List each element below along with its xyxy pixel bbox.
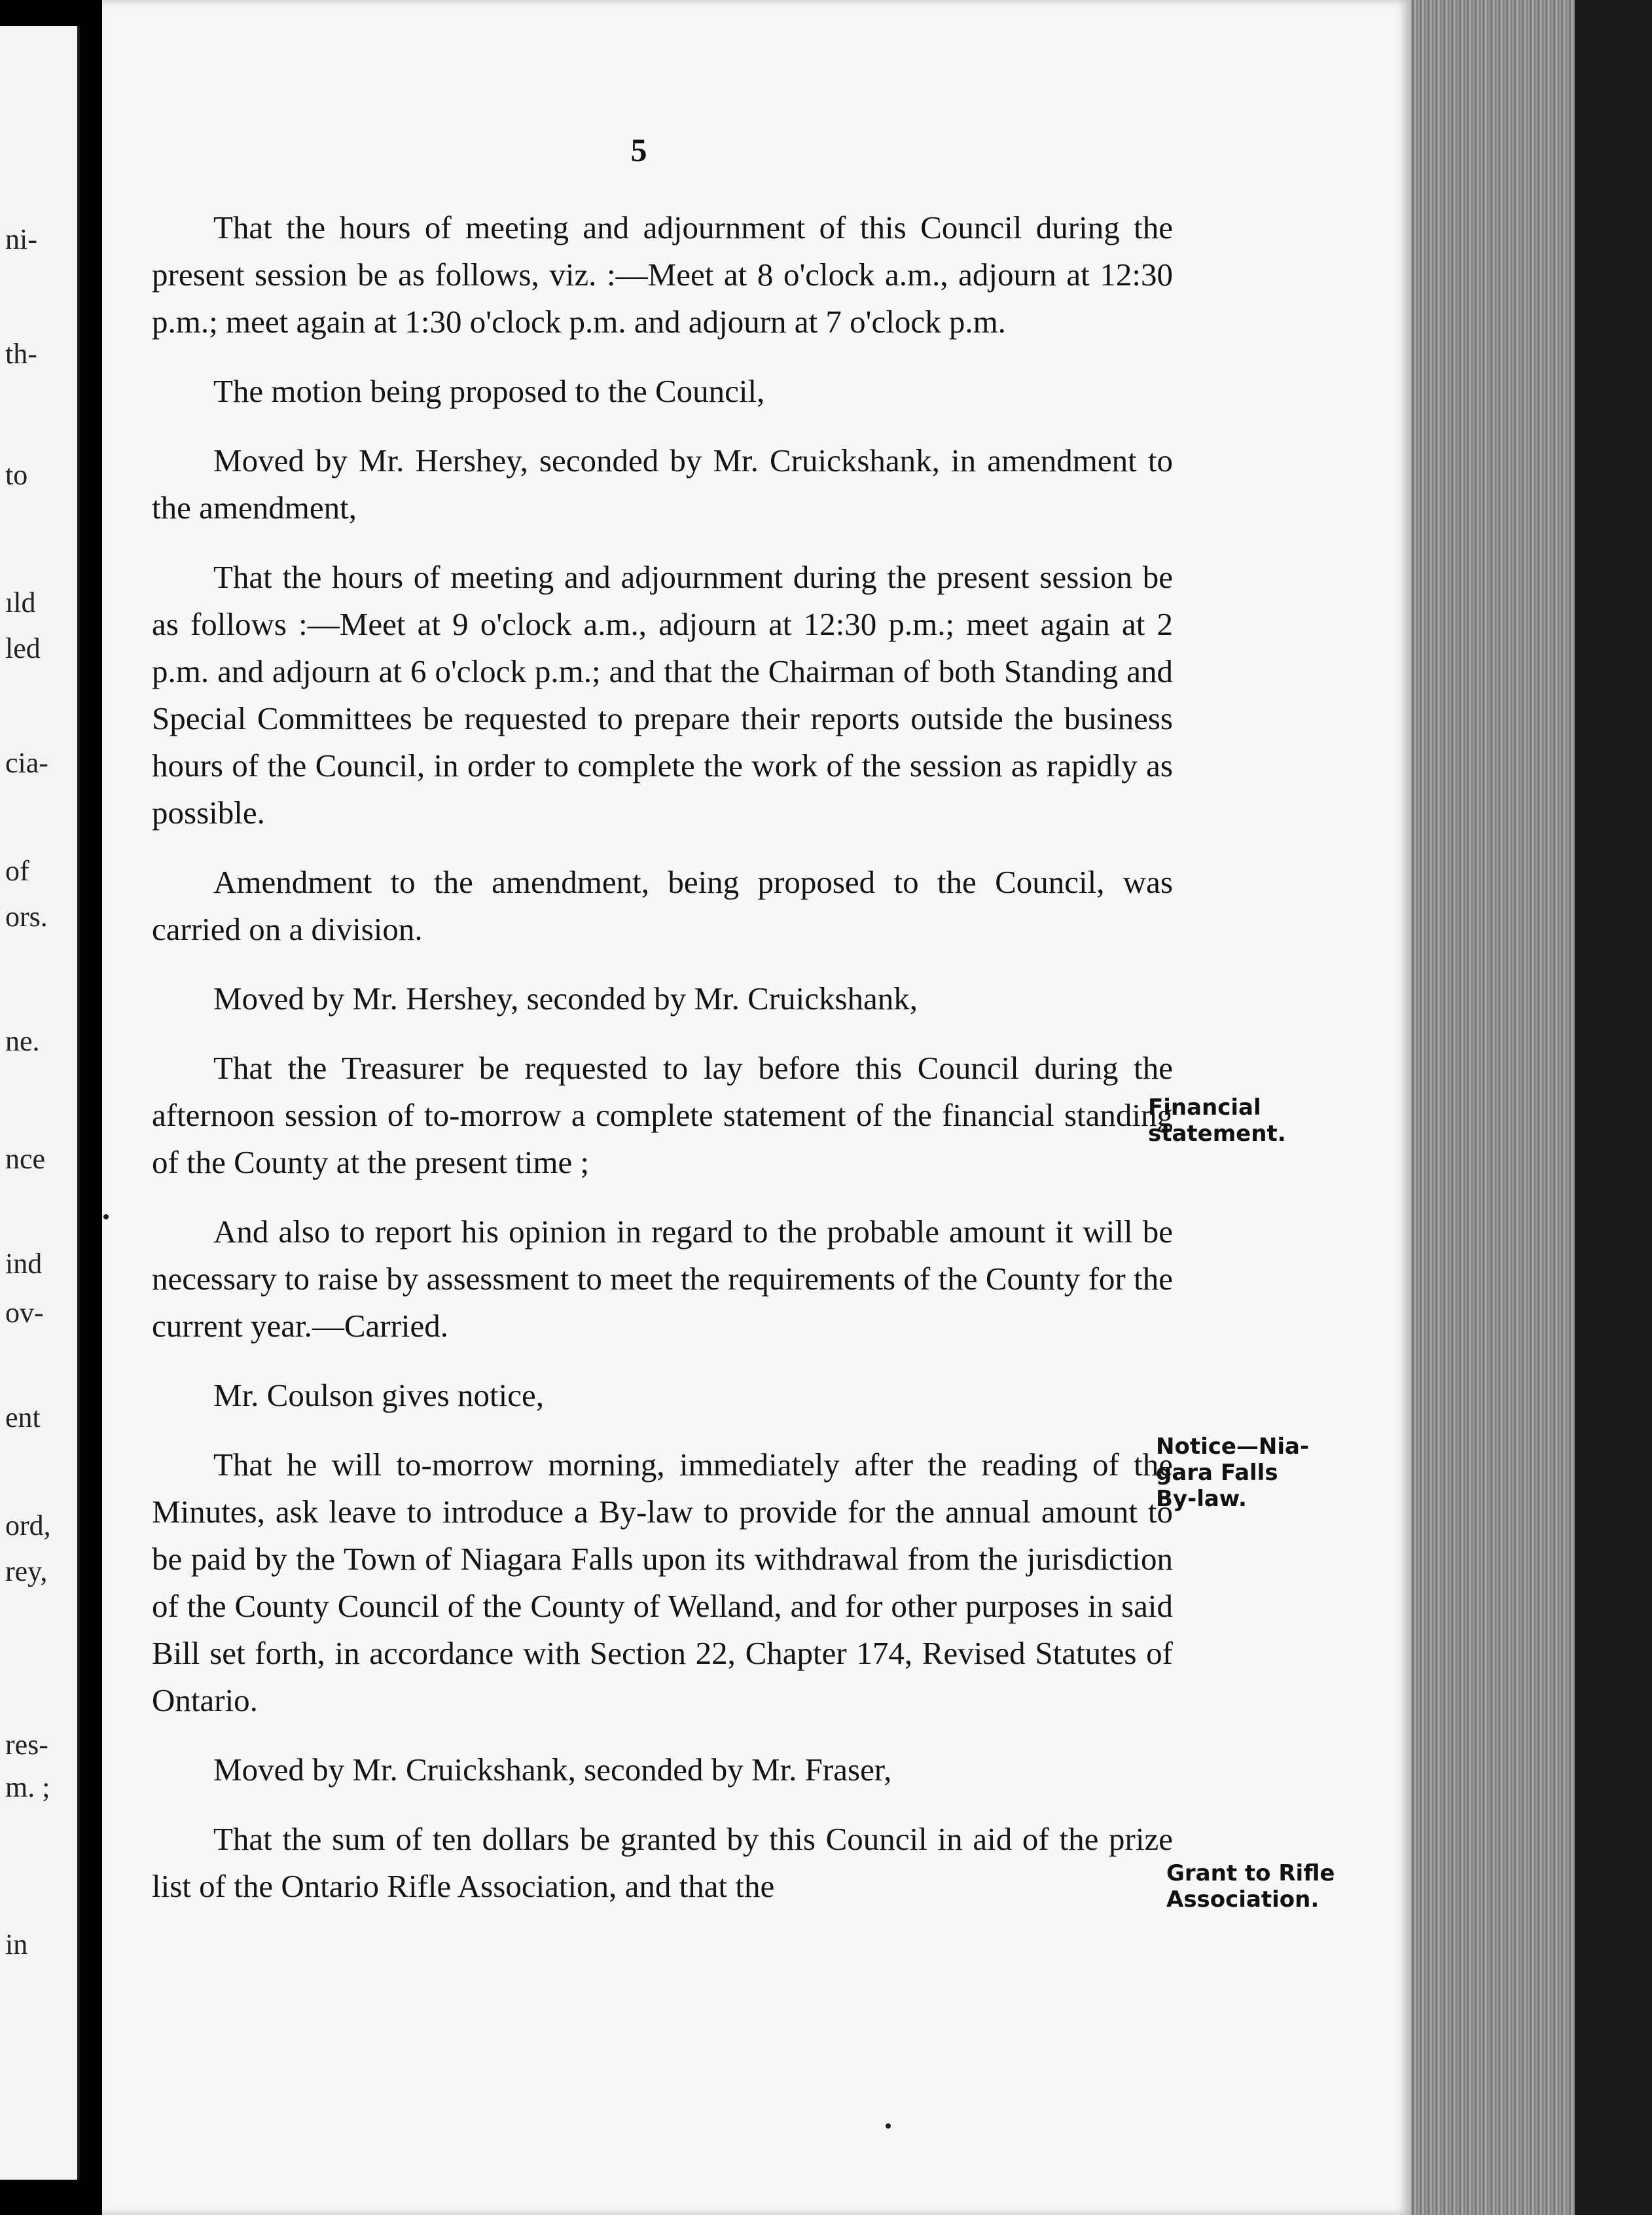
body-text	[152, 204, 1173, 1932]
facing-page-fragment: ni-	[5, 223, 37, 255]
paragraph: Moved by Mr. Hershey, seconded by Mr. Cruickshank,	[213, 981, 918, 1017]
marginal-note-line: Association.	[1166, 1886, 1320, 1913]
paragraph: And also to report his opinion in regard to the probable amount it will be necessary to raise by assessment to meet the requirements of the County for the current year.—Carried.	[152, 1214, 1173, 1344]
book-gutter	[80, 0, 102, 2215]
marginal-note-rifle-grant	[1166, 1860, 1363, 1913]
book-cover-shadow	[1575, 0, 1652, 2215]
facing-page-fragment: to	[5, 459, 28, 491]
facing-page-fragment: ord,	[5, 1509, 51, 1541]
marginal-note-niagara-falls-bylaw	[1156, 1433, 1352, 1512]
facing-page-fragment: th-	[5, 338, 37, 370]
paragraph: That he will to-morrow morning, immediately after the reading of the Minutes, ask leave to introduce a By-law to provide for the annual amount to be paid by the Town of Niagara Falls upon its withdrawal from the jurisdiction of the County Council of the County of Welland, and for other purposes in said Bill set forth, in accordance with Section 22, Chapter 174, Revised Statutes of Ontario.	[152, 1447, 1173, 1718]
facing-page-fragment: res-	[5, 1729, 48, 1761]
facing-page-fragment: of	[5, 855, 29, 887]
print-speck	[886, 2123, 891, 2129]
marginal-note-line: By-law.	[1156, 1486, 1247, 1512]
print-speck	[103, 1214, 109, 1219]
marginal-note-line: statement.	[1148, 1121, 1286, 1147]
facing-page-fragment: in	[5, 1928, 28, 1960]
facing-page-fragment: led	[5, 632, 41, 664]
paragraph: That the hours of meeting and adjournment during the present session be as follows :—Meet at 9 o'clock a.m., adjourn at 12:30 p.m.; meet again at 2 p.m. and adjourn at 6 o'clock p.m.; and that the Chairman of both Standing and Special Committees be requested to prepare their reports outside the business hours of the Council, in order to complete the work of the session as rapidly as possible.	[152, 559, 1173, 831]
page-number: 5	[630, 132, 647, 168]
facing-page-fragment: ind	[5, 1248, 43, 1280]
marginal-note-financial-statement	[1148, 1094, 1344, 1147]
marginal-note-line: Notice—Nia-	[1156, 1433, 1310, 1460]
marginal-note-line: Financial	[1148, 1094, 1261, 1121]
paragraph: Mr. Coulson gives notice,	[213, 1377, 544, 1413]
facing-page-fragment: cia-	[5, 747, 48, 779]
facing-page	[0, 26, 80, 2180]
paragraph: The motion being proposed to the Council,	[213, 373, 765, 409]
paragraph: That the sum of ten dollars be granted by this Council in aid of the prize list of the Ontario Rifle Association, and that the	[152, 1821, 1173, 1904]
marginal-note-line: gara Falls	[1156, 1460, 1278, 1486]
facing-page-fragment: ne.	[5, 1025, 40, 1057]
paragraph: Amendment to the amendment, being proposed to the Council, was carried on a division.	[152, 864, 1173, 947]
facing-page-fragment: nce	[5, 1143, 46, 1175]
marginal-note-line: Grant to Rifle	[1166, 1860, 1335, 1886]
paragraph: That the Treasurer be requested to lay before this Council during the afternoon session of to-morrow a complete statement of the financial standing of the County at the present time ;	[152, 1050, 1173, 1180]
facing-page-fragment: m. ;	[5, 1771, 50, 1803]
facing-page-fragment: ov-	[5, 1297, 44, 1329]
paragraph: Moved by Mr. Hershey, seconded by Mr. Cruickshank, in amendment to the amendment,	[152, 442, 1173, 526]
page-block-edge	[1411, 0, 1575, 2215]
document-page	[102, 0, 1411, 2215]
facing-page-fragment: ent	[5, 1401, 41, 1433]
facing-page-fragment: ors.	[5, 901, 48, 933]
paragraph: Moved by Mr. Cruickshank, seconded by Mr. Fraser,	[213, 1752, 892, 1788]
paragraph: That the hours of meeting and adjournment of this Council during the present session be as follows, viz. :—Meet at 8 o'clock a.m., adjourn at 12:30 p.m.; meet again at 1:30 o'clock p.m. and adjourn at 7 o'clock p.m.	[152, 209, 1173, 340]
facing-page-fragment: ıld	[5, 586, 36, 619]
facing-page-fragment: rey,	[5, 1555, 48, 1587]
